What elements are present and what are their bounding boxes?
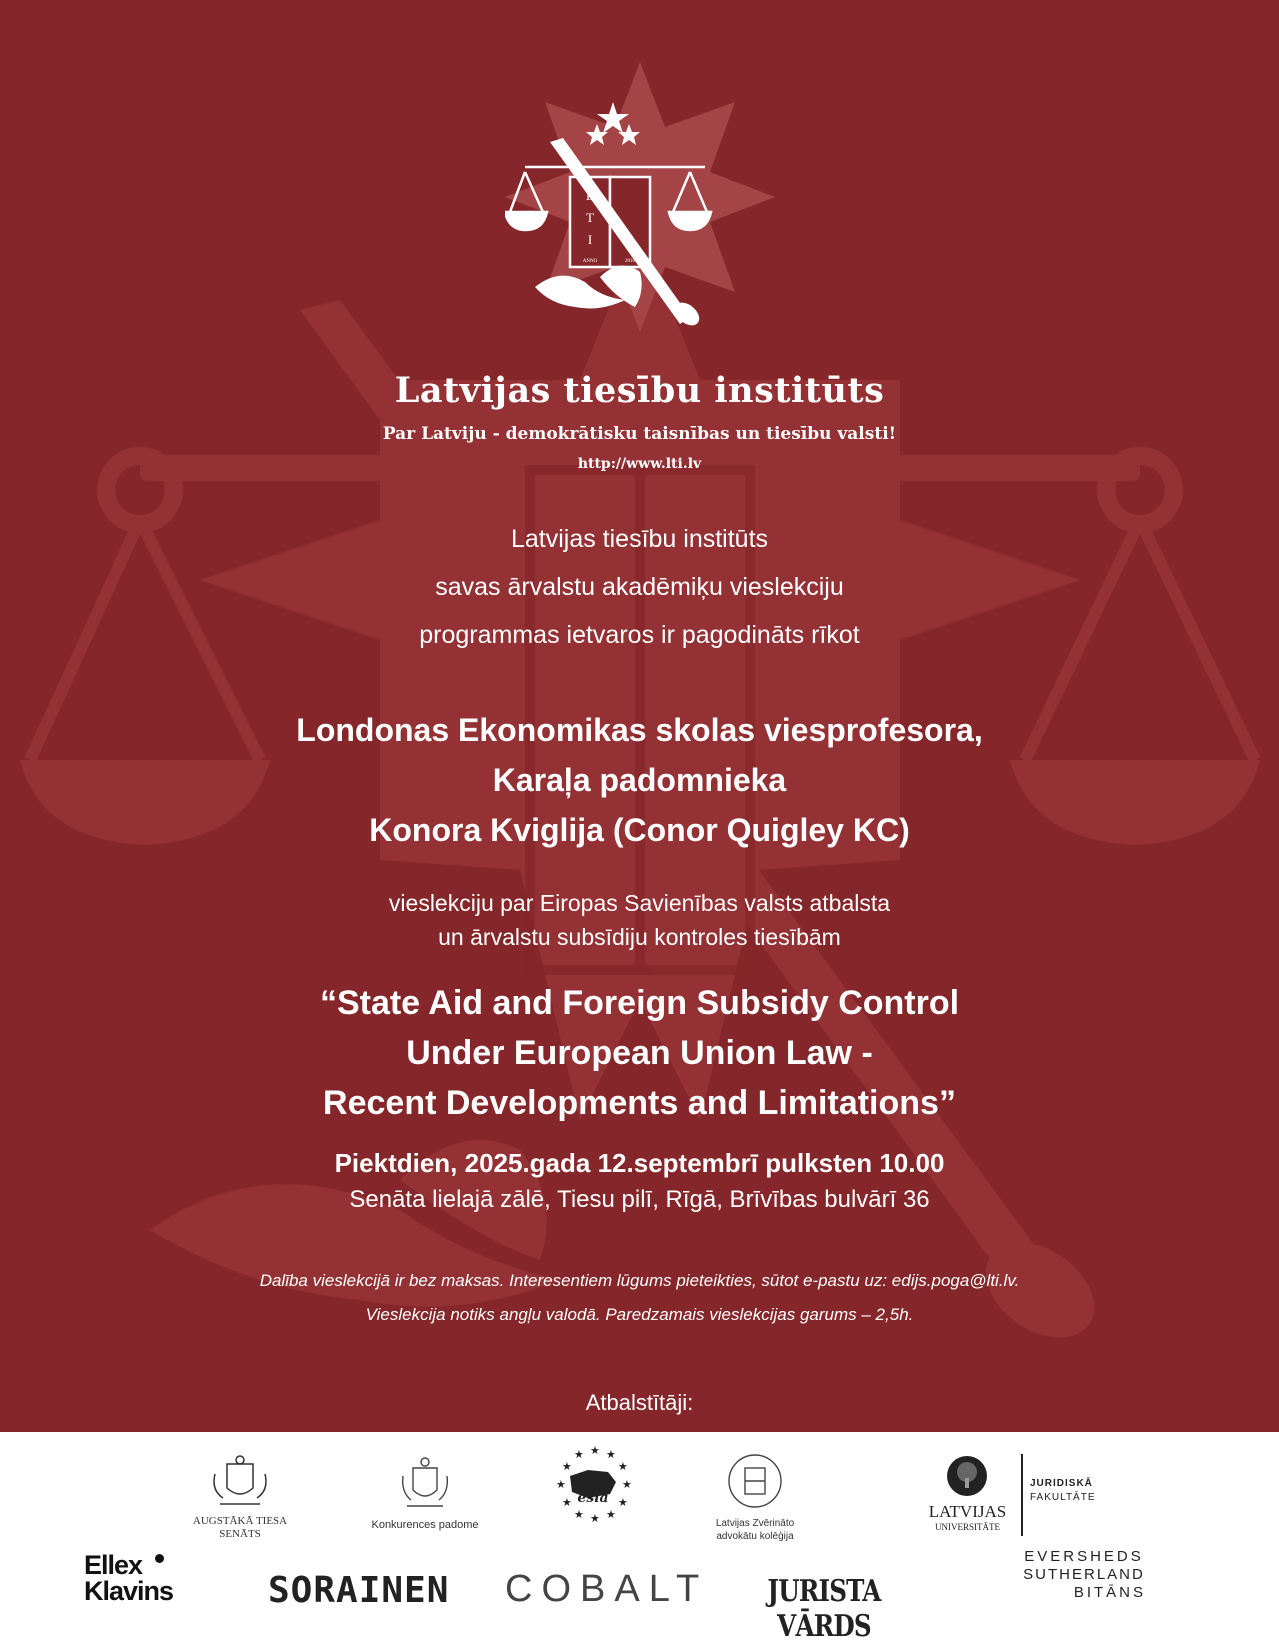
institute-url[interactable]: http://www.lti.lv [577, 456, 702, 472]
eversheds-line: SUTHERLAND [1023, 1566, 1145, 1583]
lu-caption: LATVIJAS [928, 1502, 1007, 1521]
svg-text:★: ★ [556, 1478, 566, 1491]
coat-of-arms-icon [397, 1454, 453, 1514]
title-line: Recent Developments and Limitations” [323, 1084, 956, 1122]
lu-faculty-caption: JURIDISKĀ [1030, 1478, 1093, 1489]
svg-text:★: ★ [590, 1512, 600, 1525]
esla-logo [548, 1442, 638, 1537]
klavins-line: Klavins [84, 1576, 174, 1606]
title-line: Under European Union Law - [406, 1034, 873, 1072]
note-line: Dalība vieslekcijā ir bez maksas. Interesentiem lūgums pieteikties, sūtot e-pastu uz: edijs.poga@lti.lv. [259, 1271, 1020, 1290]
svg-text:★: ★ [622, 1478, 632, 1491]
bar-caption: Latvijas Zvērināto [715, 1518, 795, 1529]
eversheds-logo [1018, 1548, 1150, 1602]
ellex-klavins-logo [84, 1552, 194, 1604]
cobalt-logo: COBALT [505, 1568, 709, 1610]
svg-text:★: ★ [574, 1448, 584, 1461]
subject-line: vieslekciju par Eiropas Savienības valsts atbalsta [388, 890, 891, 916]
emblem-year: 2010 [625, 259, 635, 264]
supreme-court-logo [180, 1454, 300, 1541]
intro-text [0, 515, 1279, 659]
jurista-vards-logo: JURISTA VĀRDS [767, 1574, 881, 1644]
sorainen-logo: SORAINEN [268, 1570, 450, 1611]
university-of-latvia-logo [920, 1454, 1100, 1544]
svg-text:★: ★ [562, 1460, 572, 1473]
lecturer-name: Konora Kviglija (Conor Quigley KC) [369, 812, 910, 848]
participation-notes [0, 1264, 1279, 1332]
svg-text:★: ★ [562, 1496, 572, 1509]
lecturer-block [0, 705, 1279, 855]
svg-text:★: ★ [618, 1460, 628, 1473]
competition-council-logo [355, 1454, 495, 1532]
emblem-letter-t: T [586, 210, 594, 225]
emblem-letter-i: I [587, 232, 593, 247]
svg-text:★: ★ [574, 1508, 584, 1521]
ellex-line: Ellex [84, 1550, 143, 1580]
supreme-court-caption: SENĀTS [219, 1528, 261, 1540]
svg-text:★: ★ [606, 1448, 616, 1461]
esla-caption: esla [577, 1490, 609, 1506]
intro-line: programmas ietvaros ir pagodināts rīkot [419, 621, 860, 649]
lecture-title [0, 978, 1279, 1128]
eversheds-line: EVERSHEDS [1024, 1548, 1144, 1565]
lu-faculty-caption: FAKULTĀTE [1030, 1492, 1096, 1503]
supreme-court-caption: AUGSTĀKĀ TIESA [192, 1515, 288, 1527]
bar-association-logo [690, 1450, 820, 1543]
lti-emblem-logo [505, 62, 775, 352]
bar-seal-icon [727, 1450, 783, 1512]
intro-line: Latvijas tiesību institūts [510, 525, 769, 553]
institute-name: Latvijas tiesību institūts [394, 370, 885, 411]
esla-stars-icon [548, 1442, 638, 1532]
dot-icon [155, 1554, 164, 1563]
lecture-subject [0, 886, 1279, 954]
subject-line: un ārvalstu subsīdiju kontroles tiesībām [438, 924, 841, 950]
event-venue: Senāta lielajā zālē, Tiesu pilī, Rīgā, Brīvības bulvārī 36 [349, 1186, 930, 1213]
event-date: Piektdien, 2025.gada 12.septembrī pulksten 10.00 [334, 1148, 945, 1178]
title-line: “State Aid and Foreign Subsidy Control [319, 984, 960, 1022]
institute-motto: Par Latviju - demokrātisku taisnības un tiesību valsti! [382, 424, 897, 444]
divider [1021, 1454, 1023, 1536]
note-line: Vieslekcija notiks angļu valodā. Paredzamais vieslekcijas garums – 2,5h. [365, 1305, 914, 1324]
sponsors-label: Atbalstītāji: [585, 1390, 694, 1415]
eversheds-line: BITĀNS [1073, 1584, 1146, 1601]
bar-caption: advokātu kolēģija [716, 1531, 794, 1542]
svg-text:★: ★ [618, 1496, 628, 1509]
competition-council-caption: Konkurences padome [371, 1519, 479, 1531]
emblem-letter-l: L [586, 188, 594, 203]
lu-caption: UNIVERSITĀTE [935, 1522, 1000, 1532]
tree-seal-icon [945, 1454, 989, 1498]
svg-text:★: ★ [606, 1508, 616, 1521]
coat-of-arms-icon [205, 1454, 275, 1510]
emblem-anno: ANNO [582, 259, 598, 264]
lecturer-line: Londonas Ekonomikas skolas viesprofesora, [296, 712, 983, 748]
intro-line: savas ārvalstu akadēmiķu vieslekciju [435, 573, 844, 601]
svg-text:★: ★ [590, 1444, 600, 1457]
lecturer-line: Karaļa padomnieka [492, 762, 787, 798]
sponsor-logos [0, 1432, 1279, 1650]
